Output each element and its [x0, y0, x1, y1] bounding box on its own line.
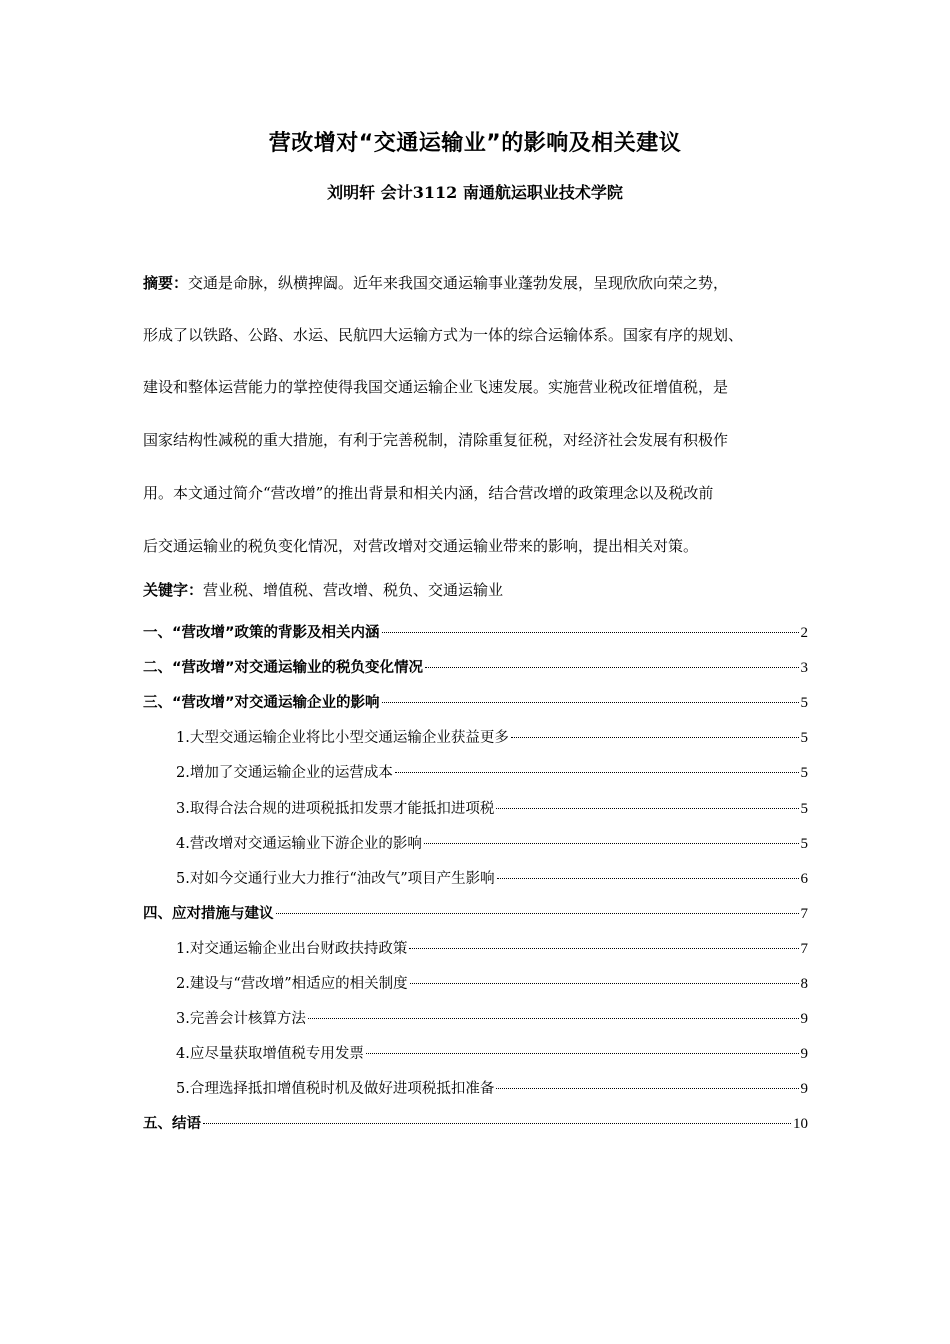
abstract-line: 后交通运输业的税负变化情况，对营改增对交通运输业带来的影响，提出相关对策。 — [143, 537, 699, 555]
toc-entry-text: 3.取得合法合规的进项税抵扣发票才能抵扣进项税 — [176, 800, 495, 817]
abstract-text: 交通是命脉，纵横捭阖。近年来我国交通运输事业蓬勃发展，呈现欣欣向荣之势， — [188, 274, 729, 292]
toc-entry-text: 3.完善会计核算方法 — [176, 1011, 306, 1028]
keywords-section — [143, 576, 833, 604]
toc-entry-text: 一、“营改增”政策的背影及相关内涵 — [143, 625, 380, 641]
toc-page-number: 9 — [800, 1046, 808, 1063]
keywords-text: 营业税、增值税、营改增、税负、交通运输业 — [203, 581, 504, 599]
toc-subentry[interactable] — [176, 723, 808, 753]
toc-entry-text: 4.应尽量获取增值税专用发票 — [176, 1046, 364, 1063]
toc-dot-leader — [496, 1088, 798, 1089]
abstract-line: 国家结构性减税的重大措施，有利于完善税制，清除重复征税，对经济社会发展有积极作 — [143, 431, 729, 449]
toc-entry-text: 2.建设与“营改增”相适应的相关制度 — [176, 976, 408, 992]
toc-dot-leader — [409, 948, 798, 949]
toc-page-number: 3 — [800, 660, 808, 677]
author-byline: 刘明轩 会计3112 南通航运职业技术学院 — [327, 183, 623, 202]
abstract-line — [143, 268, 728, 298]
toc-page-number: 9 — [800, 1081, 808, 1098]
toc-page-number: 9 — [800, 1011, 808, 1028]
toc-dot-leader — [276, 913, 799, 914]
toc-dot-leader — [424, 843, 799, 844]
toc-dot-leader — [203, 1123, 791, 1124]
abstract-line: 用。本文通过简介“营改增”的推出背景和相关内涵，结合营改增的政策理念以及税改前 — [143, 484, 714, 502]
toc-subentry[interactable] — [176, 969, 808, 999]
toc-entry-text: 四、应对措施与建议 — [143, 905, 274, 922]
toc-dot-leader — [496, 808, 798, 809]
toc-page-number: 5 — [800, 695, 808, 712]
toc-entry-text: 1.大型交通运输企业将比小型交通运输企业获益更多 — [176, 730, 509, 747]
toc-dot-leader — [410, 983, 799, 984]
toc-page-number: 7 — [800, 905, 808, 922]
toc-subentry[interactable] — [176, 864, 808, 894]
toc-entry-text: 三、“营改增”对交通运输企业的影响 — [143, 695, 380, 712]
toc-page-number: 2 — [800, 625, 808, 641]
toc-heading-entry[interactable] — [143, 688, 808, 718]
document-title: 营改增对“交通运输业”的影响及相关建议 — [268, 131, 682, 156]
toc-subentry[interactable] — [176, 829, 808, 859]
toc-dot-leader — [366, 1053, 799, 1054]
toc-page-number: 7 — [800, 940, 808, 957]
abstract-label: 摘要： — [143, 274, 189, 292]
toc-dot-leader — [395, 772, 799, 773]
keywords-label: 关键字： — [143, 581, 204, 599]
toc-dot-leader — [425, 667, 798, 668]
toc-page-number: 5 — [800, 800, 808, 817]
toc-heading-entry[interactable] — [143, 653, 808, 683]
toc-entry-text: 5.对如今交通行业大力推行“油改气”项目产生影响 — [176, 870, 495, 887]
toc-dot-leader — [308, 1018, 799, 1019]
toc-page-number: 6 — [800, 870, 808, 887]
toc-heading-entry[interactable] — [143, 899, 808, 929]
toc-page-number: 5 — [800, 835, 808, 852]
toc-dot-leader — [382, 632, 799, 633]
toc-page-number: 5 — [800, 765, 808, 782]
toc-entry-text: 4.营改增对交通运输业下游企业的影响 — [176, 835, 422, 852]
toc-entry-text: 2.增加了交通运输企业的运营成本 — [176, 765, 393, 782]
toc-page-number: 10 — [793, 1116, 808, 1133]
toc-page-number: 8 — [800, 976, 808, 992]
toc-heading-entry[interactable] — [143, 1109, 808, 1139]
toc-dot-leader — [511, 737, 799, 738]
toc-subentry[interactable] — [176, 758, 808, 788]
toc-subentry[interactable] — [176, 1039, 808, 1069]
abstract-line: 形成了以铁路、公路、水运、民航四大运输方式为一体的综合运输体系。国家有序的规划、 — [143, 326, 744, 344]
toc-heading-entry[interactable] — [143, 618, 808, 648]
abstract-line: 建设和整体运营能力的掌控使得我国交通运输企业飞速发展。实施营业税改征增值税，是 — [143, 378, 729, 396]
toc-subentry[interactable] — [176, 934, 808, 964]
toc-dot-leader — [382, 702, 799, 703]
toc-entry-text: 二、“营改增”对交通运输业的税负变化情况 — [143, 660, 424, 677]
toc-entry-text: 5.合理选择抵扣增值税时机及做好进项税抵扣准备 — [176, 1081, 495, 1098]
toc-subentry[interactable] — [176, 794, 808, 824]
toc-entry-text: 1.对交通运输企业出台财政扶持政策 — [176, 940, 408, 957]
toc-subentry[interactable] — [176, 1074, 808, 1104]
toc-entry-text: 五、结语 — [143, 1116, 201, 1133]
toc-dot-leader — [497, 878, 799, 879]
toc-page-number: 5 — [800, 730, 808, 747]
toc-subentry[interactable] — [176, 1004, 808, 1034]
